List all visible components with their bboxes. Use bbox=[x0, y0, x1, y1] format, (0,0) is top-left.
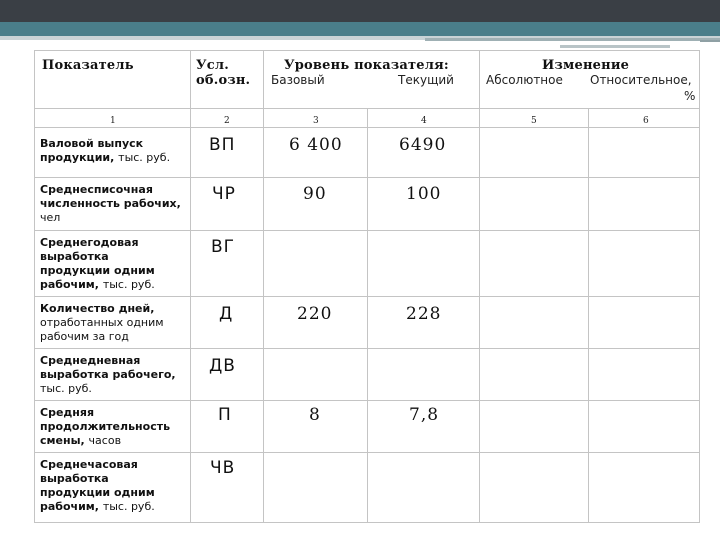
row-current-value: 228 bbox=[406, 304, 442, 324]
row-label bbox=[40, 458, 180, 514]
row-base-value: 6 400 bbox=[289, 135, 343, 155]
column-number: 1 bbox=[110, 116, 116, 126]
row-label bbox=[40, 354, 180, 396]
row-symbol: Д bbox=[219, 304, 234, 324]
header-symbol-line2: об.озн. bbox=[196, 73, 251, 88]
row-current-value: 100 bbox=[406, 184, 442, 204]
row-label-text: Среднегодовая выработка продукции одним рабочим, bbox=[40, 236, 155, 291]
row-label bbox=[40, 183, 190, 225]
row-base-value: 8 bbox=[309, 405, 321, 425]
row-unit: отработанных одним рабочим за год bbox=[40, 316, 164, 343]
column-number: 4 bbox=[421, 116, 427, 126]
row-symbol: ДВ bbox=[209, 356, 236, 376]
row-label-text: Количество дней, bbox=[40, 302, 155, 315]
header-indicator: Показатель bbox=[42, 58, 134, 73]
decor-line bbox=[700, 40, 720, 42]
decor-line bbox=[560, 45, 670, 48]
row-symbol: ВП bbox=[209, 135, 236, 155]
row-unit: тыс. руб. bbox=[118, 151, 171, 164]
slide-accent-band bbox=[0, 22, 720, 36]
row-symbol: ЧВ bbox=[210, 458, 236, 478]
row-current-value: 6490 bbox=[399, 135, 447, 155]
column-number: 3 bbox=[313, 116, 319, 126]
row-label-text: Среднесписочная численность рабочих, bbox=[40, 183, 181, 210]
row-label-text: Средняя продолжительность смены, bbox=[40, 406, 171, 447]
row-unit: чел bbox=[40, 211, 61, 224]
row-label-text: Валовой выпуск продукции, bbox=[40, 137, 144, 164]
table-border-top bbox=[34, 50, 700, 51]
header-relative: Относительное, bbox=[590, 73, 692, 87]
header-symbol-line1: Усл. bbox=[196, 58, 229, 73]
table-column-divider bbox=[479, 50, 480, 523]
row-label-text: Среднедневная выработка рабочего, bbox=[40, 354, 176, 381]
row-label-text: Среднечасовая выработка продукции одним рабочим, bbox=[40, 458, 155, 513]
header-current: Текущий bbox=[398, 73, 454, 87]
decor-line bbox=[425, 38, 720, 41]
row-symbol: П bbox=[218, 405, 232, 425]
column-number: 6 bbox=[643, 116, 649, 126]
header-relative-unit: % bbox=[684, 89, 696, 103]
table-border-right bbox=[699, 50, 700, 523]
header-absolute: Абсолютное bbox=[486, 73, 563, 87]
slide-top-bar bbox=[0, 0, 720, 24]
row-label bbox=[40, 302, 190, 344]
row-unit: тыс. руб. bbox=[102, 278, 155, 291]
row-label bbox=[40, 236, 180, 292]
row-current-value: 7,8 bbox=[409, 405, 440, 425]
row-base-value: 220 bbox=[297, 304, 333, 324]
header-change-title: Изменение bbox=[542, 58, 630, 73]
row-symbol: ЧР bbox=[212, 184, 236, 204]
row-base-value: 90 bbox=[303, 184, 327, 204]
table-column-divider bbox=[263, 50, 264, 523]
header-level-title: Уровень показателя: bbox=[284, 58, 449, 73]
row-symbol: ВГ bbox=[211, 237, 236, 257]
row-label bbox=[40, 406, 180, 448]
row-label bbox=[40, 137, 190, 165]
table-column-divider bbox=[367, 108, 368, 523]
table-column-divider bbox=[588, 108, 589, 523]
table-border-left bbox=[34, 50, 35, 523]
column-number: 2 bbox=[224, 116, 230, 126]
row-unit: тыс. руб. bbox=[102, 500, 155, 513]
row-unit: часов bbox=[88, 434, 122, 447]
row-unit: тыс. руб. bbox=[40, 382, 92, 395]
column-number: 5 bbox=[531, 116, 537, 126]
header-base: Базовый bbox=[271, 73, 325, 87]
table-column-divider bbox=[190, 50, 191, 523]
